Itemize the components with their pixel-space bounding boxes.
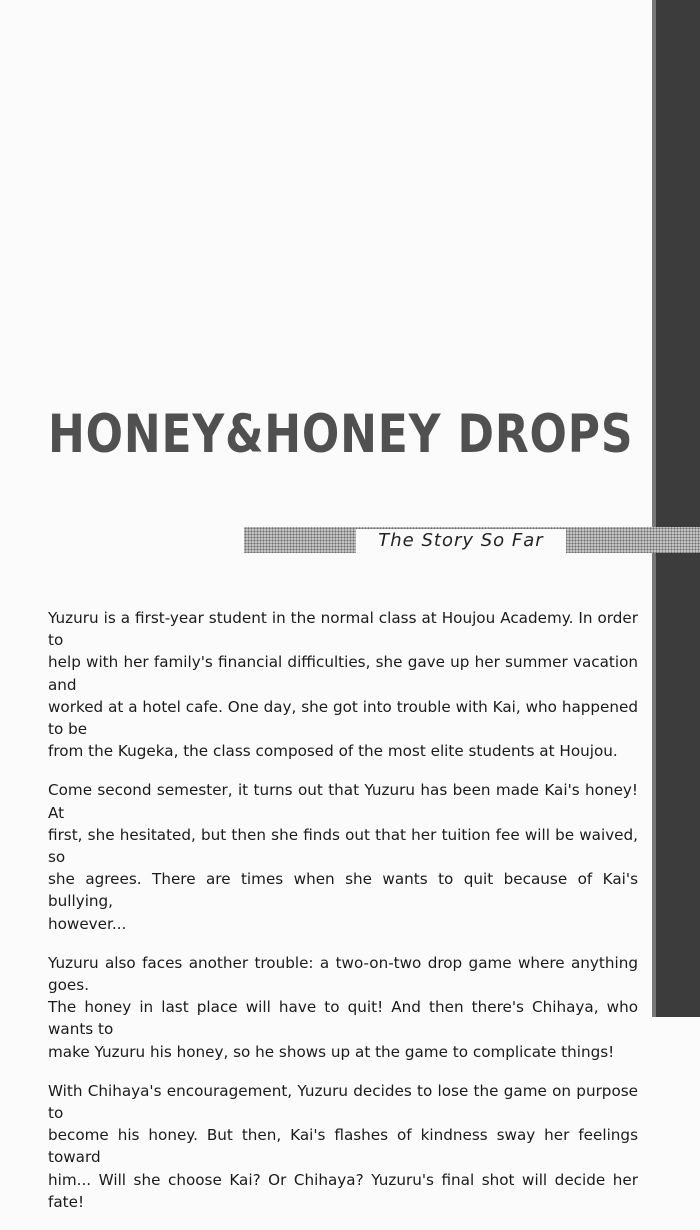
story-paragraph: Yuzuru is a first-year student in the normal class at Houjou Academy. In order to help with her family's financial difficulties, she gave up her summer vacation and worked at a hotel cafe. One day, she got into trouble with Kai, who happened to be from the Kugeka, the class composed of the most elite students at Houjou. <box>48 609 638 761</box>
story-summary <box>48 607 638 1230</box>
section-label: The Story So Far <box>356 529 566 553</box>
page-title: HONEY&HONEY DROPS <box>48 404 634 465</box>
story-paragraph: Yuzuru also faces another trouble: a two-on-two drop game where anything goes. The honey in last place will have to quit! And then there's Chihaya, who wants to make Yuzuru his honey, so he shows up at the game to complicate things! <box>48 953 638 1061</box>
story-paragraph: Come second semester, it turns out that Yuzuru has been made Kai's honey! At first, she hesitated, but then she finds out that her tuition fee will be waived, so she agrees. There are times when she wants to quit because of Kai's bullying, however... <box>48 781 638 933</box>
page-edge-bar <box>656 0 700 1017</box>
story-paragraph: With Chihaya's encouragement, Yuzuru decides to lose the game on purpose to become his honey. But then, Kai's flashes of kindness sway her feelings toward him... Will she choose Kai? Or Chihaya? Yuzuru's final shot will decide her fate! <box>48 1081 638 1211</box>
